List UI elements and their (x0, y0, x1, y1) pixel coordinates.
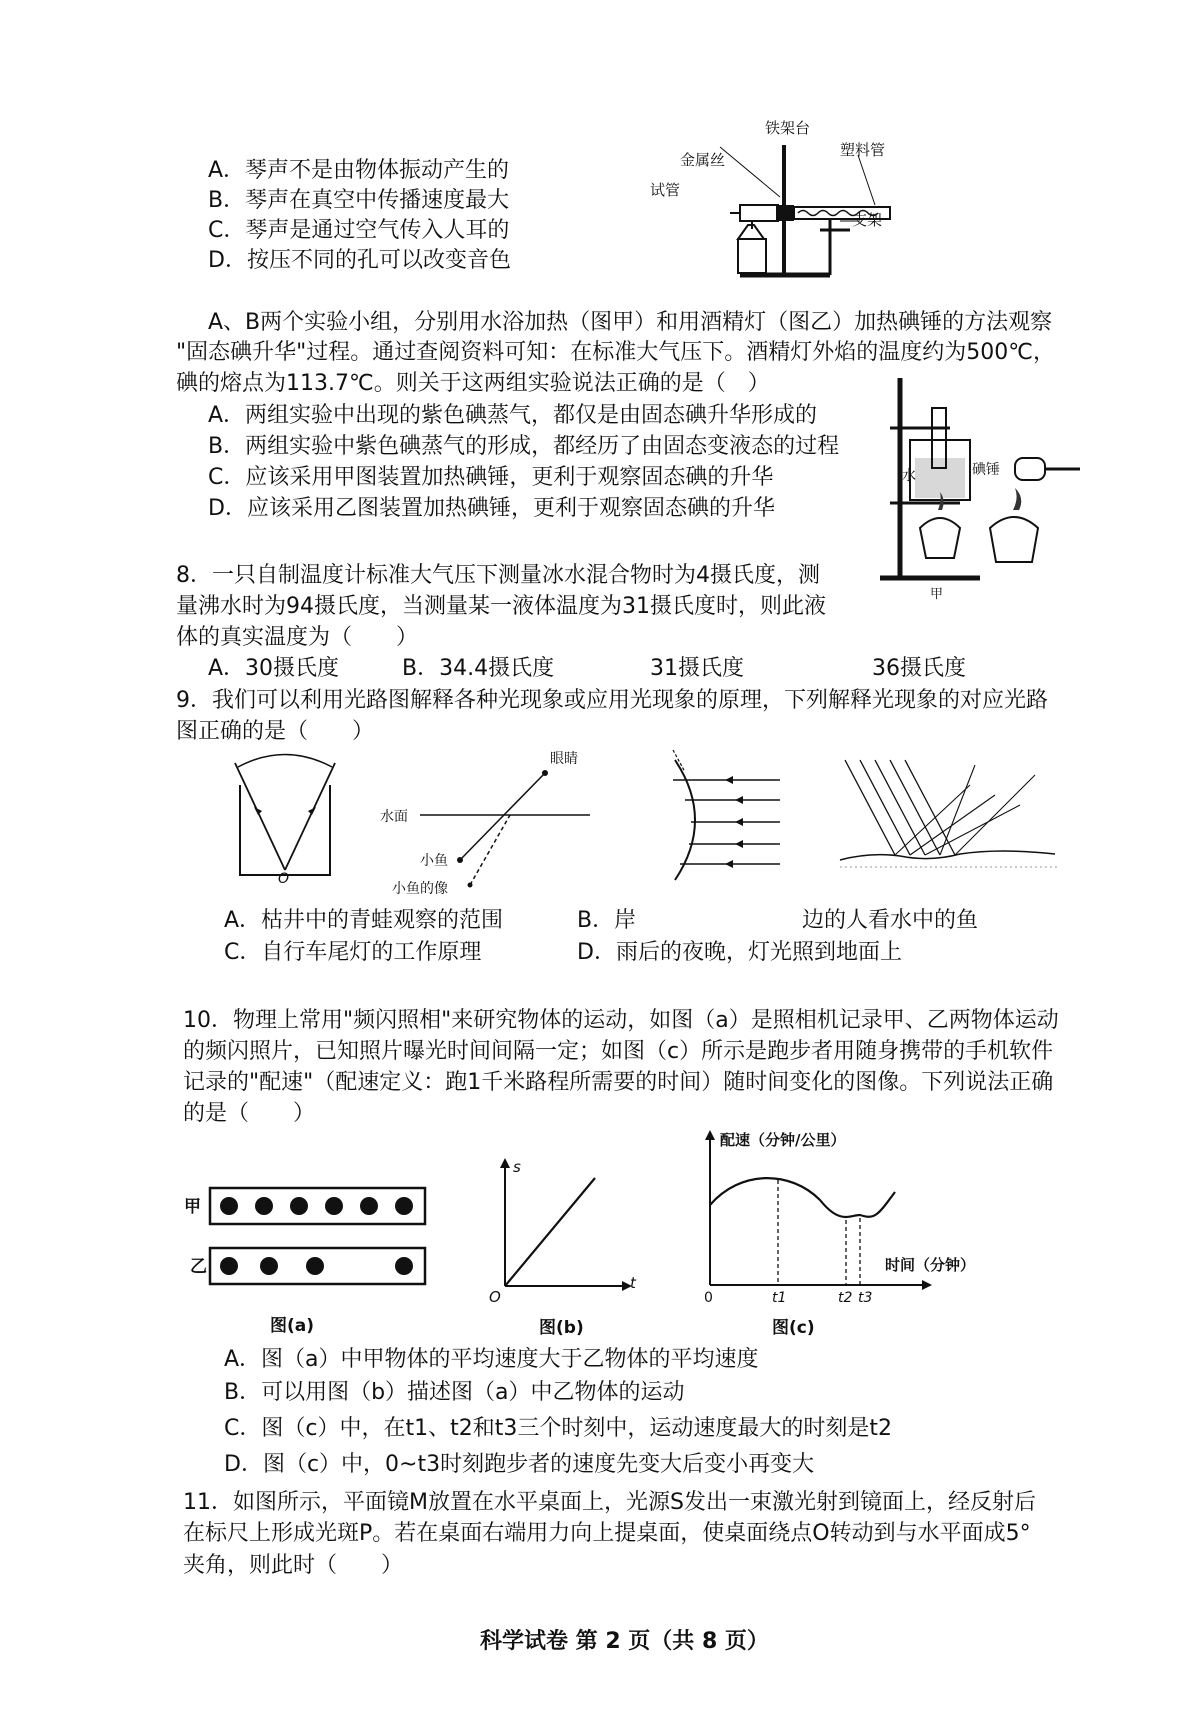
caption-fig-a: 图(a) (270, 1316, 315, 1336)
q9-option-b-part1: B．岸 (577, 908, 637, 933)
q10-stem-line3: 记录的"配速"（配速定义：跑1千米路程所需要的时间）随时间变化的图像。下列说法正确 (183, 1070, 1054, 1095)
q7-option-c: C．应该采用甲图装置加热碘锤，更利于观察固态碘的升华 (208, 465, 774, 490)
fig-c-t2: t2 (838, 1290, 853, 1306)
q7-option-a: A．两组实验中出现的紫色碘蒸气，都仅是由固态碘升华形成的 (208, 403, 818, 428)
q7-option-d: D．应该采用乙图装置加热碘锤，更利于观察固态碘的升华 (208, 496, 775, 521)
q11-stem-line3: 夹角，则此时（ ） (183, 1553, 404, 1578)
q9-option-a: A．枯井中的青蛙观察的范围 (224, 908, 504, 933)
q10-figure-c (700, 1130, 1000, 1340)
label-test-tube: 试管 (650, 181, 681, 199)
page-footer: 科学试卷 第 2 页（共 8 页） (480, 1629, 769, 1654)
fig-c-t1: t1 (772, 1290, 787, 1306)
q8-option-b: B．34.4摄氏度 (402, 656, 555, 681)
q8-option-d: 36摄氏度 (872, 656, 966, 681)
q7-stem-line2: "固态碘升华"过程。通过查阅资料可知：在标准大气压下。酒精灯外焰的温度约为500℃， (176, 340, 1055, 365)
q7-stem-line3: 碘的熔点为113.7℃。则关于这两组实验说法正确的是（ ） (176, 371, 770, 396)
label-support: 支架 (852, 211, 883, 229)
q10-figure-a (180, 1178, 430, 1338)
q9-stem-line1: 9．我们可以利用光路图解释各种光现象或应用光现象的原理，下列解释光现象的对应光路 (176, 688, 1049, 713)
q8-option-a: A．30摄氏度 (208, 656, 340, 681)
q9-figure-reflector (655, 750, 785, 890)
q6-apparatus-figure (650, 119, 910, 285)
label-plastic-tube: 塑料管 (840, 141, 886, 159)
q9-figure-well (230, 755, 340, 885)
label-yi: 乙 (190, 1257, 207, 1277)
label-figure-jia: 甲 (930, 587, 944, 602)
caption-fig-b: 图(b) (539, 1318, 584, 1338)
q9-stem-line2: 图正确的是（ ） (176, 719, 375, 744)
q8-stem-line2: 量沸水时为94摄氏度，当测量某一液体温度为31摄氏度时，则此液 (176, 594, 826, 619)
well-point-o: O (278, 871, 290, 887)
q10-stem-line2: 的频闪照片，已知照片曝光时间间隔一定；如图（c）所示是跑步者用随身携带的手机软件 (183, 1039, 1054, 1064)
fig-c-origin: 0 (704, 1290, 713, 1306)
q6-option-d: D．按压不同的孔可以改变音色 (208, 248, 511, 273)
fig-c-xlabel: 时间（分钟） (885, 1256, 976, 1274)
q9-option-d: D．雨后的夜晚，灯光照到地面上 (577, 940, 902, 965)
q6-option-a: A．琴声不是由物体振动产生的 (208, 158, 510, 183)
fig-b-origin: O (489, 1288, 501, 1306)
label-iron-stand: 铁架台 (765, 119, 811, 137)
q10-stem-line4: 的是（ ） (183, 1101, 316, 1126)
q7-stem-line1: A、B两个实验小组，分别用水浴加热（图甲）和用酒精灯（图乙）加热碘锤的方法观察 (208, 310, 1053, 335)
fig-c-ylabel: 配速（分钟/公里） (720, 1131, 846, 1149)
q9-figure-fish (380, 745, 600, 895)
label-fish-image: 小鱼的像 (392, 881, 448, 897)
q10-figure-b (485, 1158, 645, 1338)
q6-option-c: C．琴声是通过空气传入人耳的 (208, 218, 510, 243)
q10-option-c: C．图（c）中，在t1、t2和t3三个时刻中，运动速度最大的时刻是t2 (224, 1416, 892, 1441)
q11-stem-line2: 在标尺上形成光斑P。若在桌面右端用力向上提桌面，使桌面绕点O转动到与水平面成5° (183, 1521, 1031, 1546)
fig-b-ylabel: s (513, 1158, 521, 1176)
q9-option-b-part2: 边的人看水中的鱼 (802, 908, 979, 933)
q11-stem-line1: 11．如图所示，平面镜M放置在水平桌面上，光源S发出一束激光射到镜面上，经反射后 (183, 1490, 1036, 1515)
label-eye: 眼睛 (550, 751, 578, 767)
q8-option-c: 31摄氏度 (650, 656, 744, 681)
q10-option-b: B．可以用图（b）描述图（a）中乙物体的运动 (224, 1380, 685, 1405)
label-jia: 甲 (184, 1197, 201, 1217)
q7-apparatus-figure (880, 378, 1080, 602)
q10-option-d: D．图（c）中，0~t3时刻跑步者的速度先变大后变小再变大 (224, 1452, 815, 1477)
q7-option-b: B．两组实验中紫色碘蒸气的形成，都经历了由固态变液态的过程 (208, 434, 840, 459)
q9-option-c: C．自行车尾灯的工作原理 (224, 940, 482, 965)
label-metal-wire: 金属丝 (680, 151, 726, 169)
q8-stem-line1: 8．一只自制温度计标准大气压下测量冰水混合物时为4摄氏度，测 (176, 563, 820, 588)
q10-option-a: A．图（a）中甲物体的平均速度大于乙物体的平均速度 (224, 1347, 759, 1372)
fig-b-xlabel: t (630, 1274, 636, 1292)
label-water-surface: 水面 (380, 809, 408, 825)
label-water: 水 (902, 468, 916, 484)
caption-fig-c: 图(c) (772, 1318, 815, 1338)
label-fish: 小鱼 (420, 853, 448, 869)
q10-stem-line1: 10．物理上常用"频闪照相"来研究物体的运动，如图（a）是照相机记录甲、乙两物体运动 (183, 1008, 1059, 1033)
fig-c-t3: t3 (858, 1290, 873, 1306)
label-iodine-hammer: 碘锤 (972, 462, 1000, 478)
q8-stem-line3: 体的真实温度为（ ） (176, 625, 419, 650)
q9-figure-wet-ground (835, 755, 1065, 885)
q6-option-b: B．琴声在真空中传播速度最大 (208, 188, 510, 213)
